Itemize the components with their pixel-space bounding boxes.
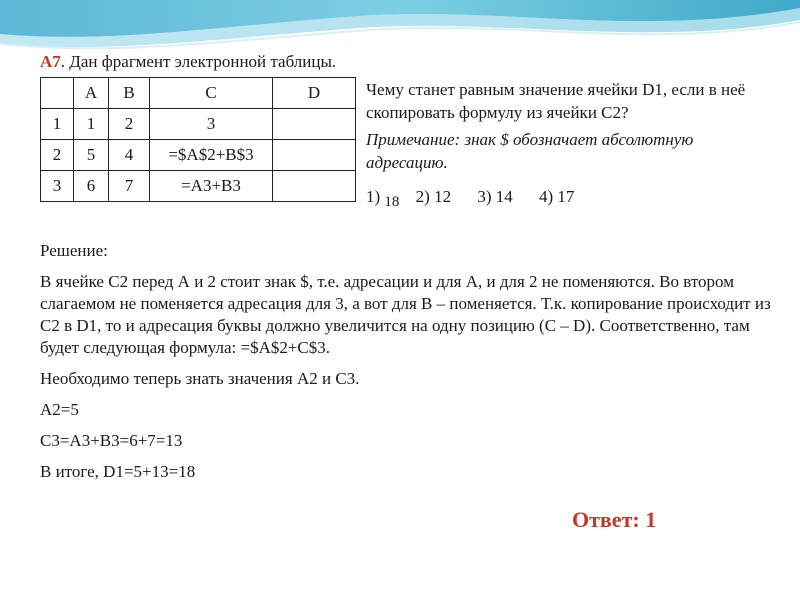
table-header-cell: D <box>273 78 356 109</box>
table-cell: 7 <box>109 171 150 202</box>
task-title <box>40 52 336 72</box>
option-1-value: 18 <box>384 194 400 210</box>
task-title-text: . Дан фрагмент электронной таблицы. <box>60 52 337 71</box>
solution-paragraph: С3=А3+В3=6+7=13 <box>40 431 183 450</box>
table-cell: 5 <box>74 140 109 171</box>
table-cell: 6 <box>74 171 109 202</box>
option-2: 2) 12 <box>415 187 452 206</box>
table-cell: 1 <box>74 109 109 140</box>
table-row <box>41 171 356 202</box>
table-cell <box>273 140 356 171</box>
answer-label: Ответ: 1 <box>572 507 657 532</box>
table-row <box>41 140 356 171</box>
table-header-cell: C <box>150 78 273 109</box>
note-text: Примечание: знак $ обозначает абсолютную адресацию. <box>366 130 694 172</box>
table-cell: =$A$2+B$3 <box>150 140 273 171</box>
task-number: А7 <box>40 52 61 71</box>
table-header-cell: B <box>109 78 150 109</box>
solution-paragraph: А2=5 <box>40 400 79 419</box>
solution-paragraph: В ячейке С2 перед А и 2 стоит знак $, т.е. адресации и для А, и для 2 не поменяются. Во втором слагаемом не поменяется адресация для 3, а вот для В – поменяется. Т.к. копирование происходит из С2 в D1, то и адресация буквы должно увеличится на одну позицию (С – D). Соответственно, там будет следующая формула: =$A$2+C$3. <box>40 272 771 357</box>
table-header-cell <box>41 78 74 109</box>
option-4: 4) 17 <box>539 187 575 206</box>
option-3: 3) 14 <box>477 187 513 206</box>
table-cell: 2 <box>41 140 74 171</box>
table-cell: 1 <box>41 109 74 140</box>
solution-paragraph: Необходимо теперь знать значения А2 и С3. <box>40 369 360 388</box>
table-header-cell: A <box>74 78 109 109</box>
option-1 <box>366 186 399 209</box>
question-text: Чему станет равным значение ячейки D1, если в неё скопировать формулу из ячейки C2? <box>366 80 746 122</box>
solution-paragraph: В итоге, D1=5+13=18 <box>40 462 196 481</box>
table-cell: 3 <box>41 171 74 202</box>
table-row <box>41 109 356 140</box>
table-header-row <box>41 78 356 109</box>
header-wave-decoration <box>0 0 800 60</box>
spreadsheet-fragment <box>40 77 356 202</box>
option-1-label: 1) <box>366 187 381 206</box>
table-cell: =A3+B3 <box>150 171 273 202</box>
table-cell <box>273 171 356 202</box>
table-cell: 2 <box>109 109 150 140</box>
answer-options <box>366 186 574 209</box>
table-cell: 3 <box>150 109 273 140</box>
solution-heading: Решение: <box>40 241 108 260</box>
table-cell: 4 <box>109 140 150 171</box>
table-cell <box>273 109 356 140</box>
solution-block <box>40 240 780 492</box>
